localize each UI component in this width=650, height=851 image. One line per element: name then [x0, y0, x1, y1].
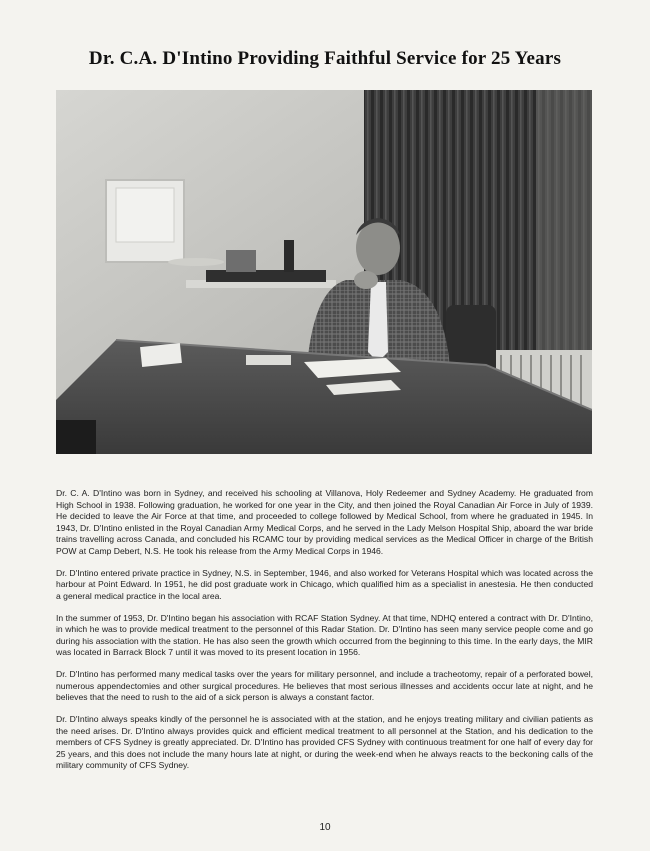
paragraph: Dr. D'Intino has performed many medical tasks over the years for military personnel, and include a tracheotomy, repair of a perforated bowel, numerous appendectomies and other surgical procedures. He believes that most serious illnesses and accidents occur late at night, and he believes that the need to rush to the aid of a sick person is always a constant factor.	[56, 669, 593, 702]
paragraph: In the summer of 1953, Dr. D'Intino began his association with RCAF Station Sydney. At that time, NDHQ entered a contract with Dr. D'Intino, in which he was to provide medical treatment to the personnel of this Radar Station. Dr. D'Intino has seen many service people come and go during his association with the station. He has also seen the growth which occurred from the beginning to this time. In the early days, the MIR was located in Barrack Block 7 until it was moved to its present location in 1956.	[56, 612, 593, 657]
portrait-photo	[56, 90, 592, 454]
article-body	[56, 488, 593, 782]
paragraph: Dr. D'Intino always speaks kindly of the personnel he is associated with at the station, and he enjoys treating military and civilian patients as the need arises. Dr. D'Intino always provides quick and efficient medical treatment to all personnel at the Station, and his dedication to the members of CFS Sydney is greatly appreciated. Dr. D'Intino has provided CFS Sydney with continuous treatment for one half of every day for 25 years, and this does not include the many hours late at night, or during the week-end when he always reacts to the beckoning calls of the military community of CFS Sydney.	[56, 714, 593, 770]
page-number: 10	[319, 822, 331, 833]
paragraph: Dr. D'Intino entered private practice in Sydney, N.S. in September, 1946, and also worked for Veterans Hospital which was located across the harbour at Point Edward. In 1951, he did post graduate work in Chicago, which qualified him as a specialist in anestesia. He then conducted a general medical practice in the local area.	[56, 567, 593, 601]
paragraph: Dr. C. A. D'Intino was born in Sydney, and received his schooling at Villanova, Holy Redeemer and Sydney Academy. He graduated from High School in 1938. Following graduation, he worked for one year in the City, and then joined the Royal Canadian Air Force in July of 1939. He decided to leave the Air Force at that time, and proceeded to college followed by Medical School, from where he graduated in 1945. In 1943, Dr. D'Intino enlisted in the Royal Canadian Army Medical Corps, and he served in the Lady Melson Hospital Ship, aboard the war bride trains travelling across Canada, and concluded his RCAMC tour by providing medical services as the Medical Officer in charge of the British POW at Camp Debert, N.S. He took his release from the Army Medical Corps in 1946.	[56, 488, 593, 556]
page-title: Dr. C.A. D'Intino Providing Faithful Service for 25 Years	[88, 48, 562, 69]
